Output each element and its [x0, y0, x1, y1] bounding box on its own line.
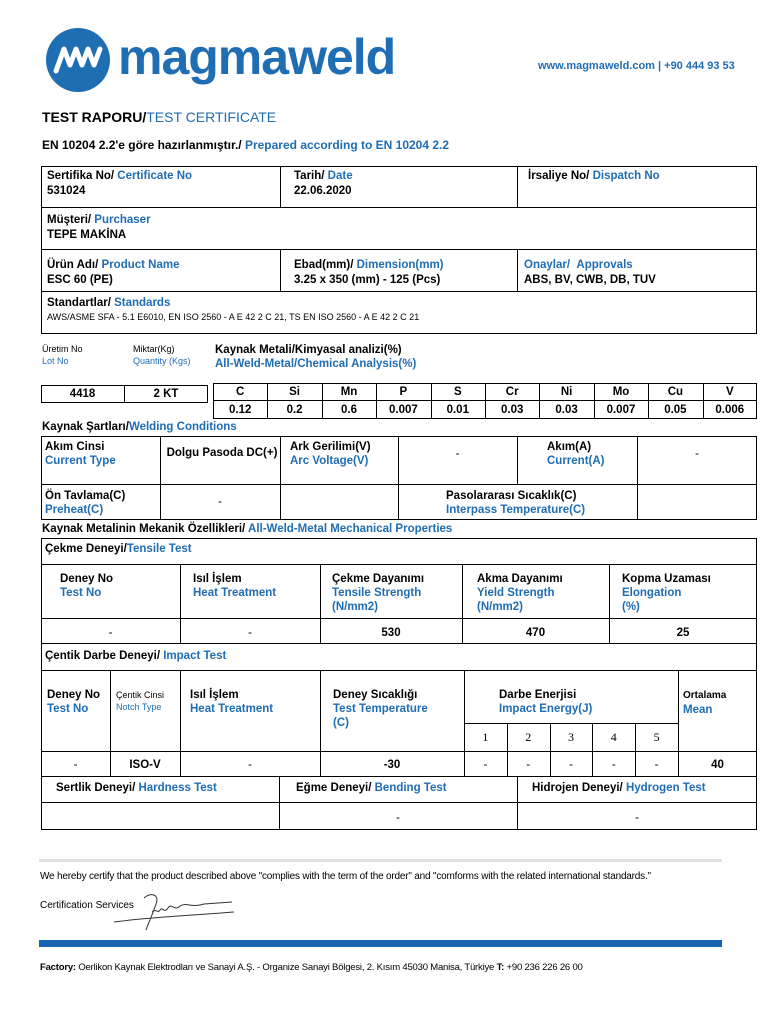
chem-element-header: Cr [505, 386, 519, 398]
approvals-label: Onaylar/ Approvals [524, 259, 633, 271]
chem-element-header: V [725, 386, 734, 398]
impact-h4: Deney Sıcaklığı Test Temperature (C) [333, 689, 428, 729]
certificate-label: Sertifika No/ Certificate No [47, 170, 193, 182]
chem-element-value: 0.007 [606, 404, 636, 416]
impact-title: Çentik Darbe Deneyi/ Impact Test [45, 650, 227, 662]
hydrogen-value: - [635, 812, 639, 824]
current-value: - [695, 448, 699, 460]
dispatch-label: İrsaliye No/ Dispatch No [528, 170, 660, 182]
current-type-label: Akım Cinsi Current Type [45, 441, 116, 467]
brand-name: magmaweld [118, 29, 396, 85]
factory-label: Factory: [40, 962, 76, 973]
impact-h5: Darbe Enerjisi Impact Energy(J) [499, 689, 593, 715]
title-en: TEST CERTIFICATE [146, 109, 277, 125]
chem-element-header: S [453, 386, 462, 398]
tensile-h2: Isıl İşlem Heat Treatment [193, 573, 277, 599]
impact-value: - [654, 759, 659, 771]
impact-value: ISO-V [129, 759, 161, 771]
prepared-en: Prepared according to EN 10204 2.2 [241, 138, 450, 152]
arc-voltage-value: - [455, 448, 460, 460]
chem-element-header: Cu [667, 386, 684, 398]
lot-label: Üretim No Lot No [42, 344, 83, 366]
dimension-value: 3.25 x 350 (mm) - 125 (Pcs) [294, 274, 441, 286]
signature-icon [112, 888, 236, 934]
impact-sub-header: 4 [610, 730, 617, 744]
approvals-value: ABS, BV, CWB, DB, TUV [524, 274, 656, 286]
lot-value: 4418 [69, 388, 96, 400]
current-type-value: Dolgu Pasoda DC(+) [166, 447, 278, 459]
impact-value: - [483, 759, 488, 771]
date-label: Tarih/ Date [294, 170, 353, 182]
factory-text: Oerlikon Kaynak Elektrodları ve Sanayi A.Ş. - Organize Sanayi Bölgesi, 2. Kısım 45030 Manisa, Türkiye [75, 962, 495, 973]
chem-element-header: Mn [340, 386, 358, 398]
standards-label: Standartlar/ Standards [47, 297, 171, 309]
quantity-value: 2 KT [153, 388, 179, 400]
quantity-label: Miktar(Kg) Quantity (Kgs) [133, 344, 191, 366]
mech-title: Kaynak Metalinin Mekanik Özellikleri/ All-Weld-Metal Mechanical Properties [42, 523, 453, 535]
impact-value: - [611, 759, 616, 771]
logo-mark-icon [44, 27, 116, 93]
impact-sub-header: 5 [653, 730, 660, 744]
tensile-v3: 530 [381, 627, 401, 639]
tel-value: +90 236 226 26 00 [504, 962, 583, 973]
date-value: 22.06.2020 [294, 185, 352, 197]
chem-element-value: 0.12 [229, 404, 252, 416]
preheat-label: Ön Tavlama(C) Preheat(C) [45, 490, 126, 516]
interpass-label: Pasolararası Sıcaklık(C) Interpass Temperature(C) [446, 490, 586, 516]
chem-element-value: 0.03 [555, 404, 578, 416]
bending-value: - [396, 812, 400, 824]
impact-value: - [569, 759, 573, 771]
welding-title: Kaynak Şartları/Welding Conditions [42, 421, 237, 433]
certificate-value: 531024 [47, 185, 86, 197]
purchaser-value: TEPE MAKİNA [47, 229, 127, 241]
impact-value: - [526, 759, 531, 771]
chem-title: Kaynak Metali/Kimyasal analizi(%) All-Weld-Metal/Chemical Analysis(%) [215, 344, 417, 370]
logo [44, 27, 404, 93]
impact-sub-header: 3 [567, 730, 574, 744]
factory-line [40, 962, 583, 973]
impact-value: 40 [711, 759, 724, 771]
tensile-title: Çekme Deneyi/Tensile Test [45, 543, 192, 555]
impact-value: -30 [383, 759, 401, 771]
impact-sub-header: 1 [482, 730, 489, 744]
tensile-h1: Deney No Test No [60, 573, 114, 599]
impact-h6: Ortalama Mean [683, 690, 727, 716]
chem-element-value: 0.2 [286, 404, 303, 416]
product-label: Ürün Adı/ Product Name [47, 259, 180, 271]
cert-services-label: Certification Services [40, 900, 134, 911]
chem-element-value: 0.006 [715, 404, 745, 416]
prepared-tr: EN 10204 2.2'e göre hazırlanmıştır./ [42, 138, 242, 152]
impact-value: - [248, 759, 252, 771]
tel-label: T: [494, 962, 505, 973]
footer-divider [39, 859, 722, 862]
title-tr: TEST RAPORU/ [42, 109, 147, 125]
chem-element-value: 0.01 [446, 404, 469, 416]
prepared-line [42, 138, 449, 152]
product-value: ESC 60 (PE) [47, 274, 113, 286]
arc-voltage-label: Ark Gerilimi(V) Arc Voltage(V) [290, 441, 371, 467]
chem-element-header: C [236, 386, 245, 398]
tensile-v4: 470 [525, 627, 546, 639]
preheat-value: - [218, 496, 222, 508]
chem-element-value: 0.007 [388, 404, 418, 416]
impact-h1: Deney No Test No [47, 689, 101, 715]
page-title [42, 109, 276, 125]
impact-h3: Isıl İşlem Heat Treatment [190, 689, 274, 715]
hardness-label: Sertlik Deneyi/ Hardness Test [56, 782, 217, 794]
tensile-v5: 25 [676, 627, 690, 639]
impact-h2: Çentik Cinsi Notch Type [116, 690, 165, 712]
chem-element-header: Si [289, 386, 301, 398]
chem-element-value: 0.03 [501, 404, 524, 416]
standards-value: AWS/ASME SFA - 5.1 E6010, EN ISO 2560 - A E 42 2 C 21, TS EN ISO 2560 - A E 42 2 C 21 [47, 312, 420, 322]
impact-value: - [73, 759, 78, 771]
impact-sub-header: 2 [525, 730, 532, 744]
chem-element-header: Ni [560, 386, 573, 398]
tensile-v2: - [248, 627, 252, 639]
chem-element-value: 0.05 [664, 404, 687, 416]
current-label: Akım(A) Current(A) [547, 441, 605, 467]
tensile-h5: Kopma Uzaması Elongation (%) [622, 573, 711, 613]
purchaser-label: Müşteri/ Purchaser [47, 214, 151, 226]
bending-label: Eğme Deneyi/ Bending Test [296, 782, 447, 794]
hydrogen-label: Hidrojen Deneyi/ Hydrogen Test [532, 782, 706, 794]
tensile-h4: Akma Dayanımı Yield Strength (N/mm2) [477, 573, 563, 613]
dimension-label: Ebad(mm)/ Dimension(mm) [294, 259, 444, 271]
tensile-v1: - [108, 627, 113, 639]
tensile-h3: Çekme Dayanımı Tensile Strength (N/mm2) [332, 573, 425, 613]
chem-element-value: 0.6 [340, 404, 357, 416]
certify-text: We hereby certify that the product described above "complies with the term of the order" and "comforms with the related international standards." [40, 871, 651, 882]
header-contact: www.magmaweld.com | +90 444 93 53 [538, 60, 735, 72]
footer-bar [39, 940, 722, 947]
chem-element-header: P [399, 386, 408, 398]
chem-element-header: Mo [612, 386, 630, 398]
